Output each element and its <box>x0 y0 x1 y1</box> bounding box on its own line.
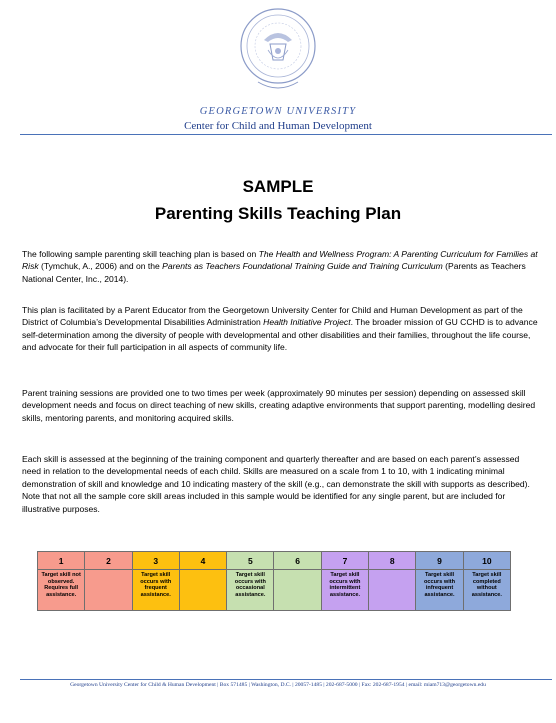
scale-number: 3 <box>132 552 179 570</box>
scale-description <box>369 570 416 611</box>
skill-rating-scale <box>37 551 511 611</box>
scale-number: 5 <box>227 552 274 570</box>
page-subtitle: Parenting Skills Teaching Plan <box>154 204 402 223</box>
scale-description <box>179 570 226 611</box>
scale-description-row <box>38 570 511 611</box>
scale-number: 10 <box>463 552 510 570</box>
scale-description: Target skill occurs with occasional assistance. <box>227 570 274 611</box>
assessment-paragraph: Each skill is assessed at the beginning of the training component and quarterly thereafter and are based on each parent’s assessed need in relation to the developmental needs of each child. Skills are measured on a scale from 1 to 10, with 1 indicating minimal demonstration of skill and knowledge and 10 indicating mastery of the skill (e.g., can demonstrate the skill with supports as described). Note that not all the sample core skill areas included in this sample would be identified for any single parent, but are included for illustrative purposes. <box>22 454 530 514</box>
university-seal-logo <box>238 6 318 94</box>
scale-number: 7 <box>321 552 368 570</box>
scale-number: 4 <box>179 552 226 570</box>
page-title: SAMPLE <box>242 177 314 196</box>
scale-description: Target skill occurs with frequent assistance. <box>132 570 179 611</box>
scale-description <box>85 570 132 611</box>
university-name: GEORGETOWN UNIVERSITY <box>199 106 357 117</box>
scale-description: Target skill occurs with intermittent assistance. <box>321 570 368 611</box>
scale-number: 8 <box>369 552 416 570</box>
scale-number: 1 <box>38 552 85 570</box>
center-name: Center for Child and Human Development <box>184 120 372 132</box>
scale-number: 6 <box>274 552 321 570</box>
scale-description: Target skill not observed. Requires full assistance. <box>38 570 85 611</box>
scale-number: 2 <box>85 552 132 570</box>
header-divider <box>20 134 552 135</box>
facilitation-paragraph: This plan is facilitated by a Parent Educator from the Georgetown University Center for Child and Human Development as part of the District of Columbia’s Developmental Disabilities Administration Health Initiative Project. The broader mission of GU CCHD is to advance self-determination among the diversity of people with developmental and other disabilities and their families, throughout the life course, and advocate for their full participation in all aspects of community life. <box>22 305 538 353</box>
scale-description: Target skill completed without assistance. <box>463 570 510 611</box>
intro-paragraph: The following sample parenting skill teaching plan is based on The Health and Wellness Program: A Parenting Curriculum for Families at Risk (Tymchuk, A., 2006) and on the Parents as Teachers Foundational Training Guide and Training Curriculum (Parents as Teachers National Center, Inc., 2014). <box>22 249 538 284</box>
footer-contact: Georgetown University Center for Child & Human Development | Box 571485 | Washington, D.C. | 20057-1485 | 202-687-5000 | Fax: 202-687-1954 | email: miam713@georgetown.edu <box>70 682 486 688</box>
scale-number: 9 <box>416 552 463 570</box>
scale-description <box>274 570 321 611</box>
scale-number-row <box>38 552 511 570</box>
footer-divider <box>20 679 552 680</box>
sessions-paragraph: Parent training sessions are provided one to two times per week (approximately 90 minutes per session) depending on assessed skill development needs and focus on direct teaching of new skills, creating adaptive environments that support parenting, modelling desired skills, mentoring parents, and monitoring acquired skills. <box>22 388 536 423</box>
scale-description: Target skill occurs with infrequent assistance. <box>416 570 463 611</box>
